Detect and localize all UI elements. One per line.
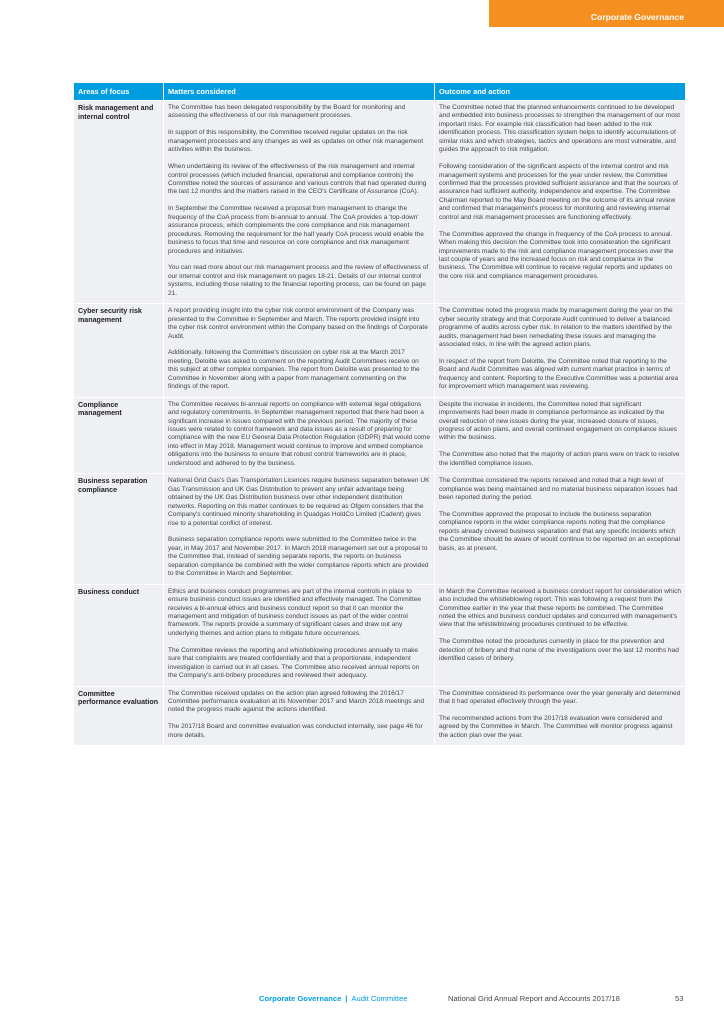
table-row: [74, 474, 685, 583]
outcome-action-cell: [435, 585, 685, 686]
matters-paragraph: A report providing insight into the cyber risk control environment of the Company was presented to the Committee in September and March. The reports provided insight into the cyber risk control environment within the Company based on the findings of Corporate Audit.: [168, 307, 428, 340]
table-header-row: [74, 83, 685, 100]
matters-paragraph: The Committee reviews the reporting and whistleblowing procedures annually to make sure that complaints are treated confidentially and that a proportionate, independent investigation is carried out in all cases. The Committee also received annual reports on the Company's anti-bribery procedures and reviewed their adequacy.: [168, 646, 420, 680]
page-number: 53: [675, 994, 684, 1003]
column-header-outcome: Outcome and action: [435, 83, 685, 100]
column-header-matters: Matters considered: [164, 83, 434, 100]
matters-paragraph: National Grid Gas's Gas Transportation Licences require business separation between UK Gas Transmission and UK Gas Distribution to prevent any unfair advantage being obtained by the UK Gas Distribution business over other independent distribution networks. Reporting on this matter continues to be required as Ofgem considers that the Company's continued minority shareholding in Quadgas HoldCo Limited (Cadent) gives rise to a potential conflict of interest.: [168, 477, 430, 527]
area-of-focus: Compliance management: [74, 398, 163, 474]
matters-paragraph: Ethics and business conduct programmes are part of the internal controls in place to ensure business conduct issues are identified and effectively managed. The Committee receives a bi-annual ethics and business conduct report so that it can monitor the management and mitigation of business conduct issues as part of the wider control framework. The reports provide a summary of significant cases and draw out any underlying themes and action plans to mitigate future occurrences.: [168, 587, 422, 637]
outcome-paragraph: The Committee approved the change in frequency of the CoA process to annual. When making this decision the Committee took into consideration the significant improvements made to the risk and compliance management processes over the last couple of years and the increased focus on risk and compliance in the business. The Committee will continue to receive regular reports and updates on the core risk and compliance management procedures.: [439, 230, 674, 280]
table-body: [74, 101, 685, 745]
matters-considered-cell: [164, 304, 434, 396]
outcome-paragraph: The Committee noted the procedures currently in place for the prevention and detection of bribery and that none of the investigations over the last 12 months had identified cases of bribery.: [439, 638, 679, 663]
matters-paragraph: The Committee received updates on the action plan agreed following the 2016/17 Committee performance evaluation at its November 2017 and March 2018 meetings and noted the progress made against the actions identified.: [168, 689, 425, 714]
outcome-paragraph: The Committee approved the proposal to include the business separation compliance reports in the wider compliance reports noting that the compliance reports already covered business separation and that any specific incidents which the Committee should be aware of would continue to be reported on an exceptional basis, as at present.: [439, 511, 680, 552]
matters-paragraph: You can read more about our risk management process and the review of effectiveness of our internal control and risk management on pages 18-21. Details of our internal control systems, including those relating to the financial reporting process, can be found on page 21.: [168, 264, 429, 297]
table-row: [74, 585, 685, 686]
outcome-action-cell: [435, 687, 685, 746]
matters-considered-cell: [164, 585, 434, 686]
matters-paragraph: In September the Committee received a proposal from management to change the frequency of the CoA process from bi-annual to annual. The CoA provides a 'top-down' assurance process, which complements the core compliance and risk management procedures. Removing the requirement for the half yearly CoA process would enable the business to focus that time and resource on core compliance and risk management procedures and initiatives.: [168, 205, 424, 255]
outcome-paragraph: The recommended actions from the 2017/18 evaluation were considered and agreed by the Committee in March. The Committee will monitor progress against the action plan over the year.: [439, 714, 673, 739]
area-of-focus: Cyber security risk management: [74, 304, 163, 396]
matters-paragraph: Business separation compliance reports were submitted to the Committee twice in the year, in May 2017 and November 2017. In March 2018 management set out a proposal to the Committee that, instead of sending separate reports, the reports on business separation compliance be combined with the wider compliance reports which are provided to the Committee in March and September.: [168, 536, 429, 578]
outcome-action-cell: [435, 304, 685, 396]
outcome-paragraph: Following consideration of the significant aspects of the internal control and risk management systems and processes for the year under review, the Committee confirmed that the processes provided sufficient assurance and that the sources of assurance had sufficient authority, independence and expertise. The Committee Chairman reported to the May Board meeting on the outcome of its annual review and confirmed that management's process for monitoring and reviewing internal control and risk management processes are functioning effectively.: [439, 163, 678, 221]
table-row: [74, 304, 685, 396]
outcome-paragraph: The Committee noted that the planned enhancements continued to be developed and embedded into business processes to strengthen the management of our most important risks. For example risk classification had been added to the risk identification process. This classification system helps to identify accumulations of similar risks and which strategies, tactics and operations are most vulnerable, and guides the approach to risk mitigation.: [439, 104, 680, 154]
table-row: [74, 398, 685, 474]
matters-considered-cell: [164, 474, 434, 583]
page-footer: [259, 994, 684, 1003]
outcome-paragraph: The Committee considered its performance over the year generally and determined that it had operated effectively through the year.: [439, 689, 681, 706]
footer-section: Corporate Governance: [259, 994, 342, 1003]
outcome-paragraph: The Committee also noted that the majority of action plans were on track to resolve the identified compliance issues.: [439, 451, 680, 467]
outcome-paragraph: Despite the increase in incidents, the Committee noted that significant improvements had been made in compliance performance as indicated by the overall reduction of new issues during the year, increased closure of issues, progress of action plans, and overall continued engagement on compliance issues within the business.: [439, 400, 678, 442]
matters-paragraph: The Committee receives bi-annual reports on compliance with external legal obligations and regulatory commitments. In September management reported that there had been a significant increase in issues compared with the previous period. The majority of these issues were related to control framework and data issues as a result of preparing for compliance with the new EU General Data Protection Regulation (GDPR) that would come into effect in May 2018. Management would continue to improve and embed compliance obligations into the business to ensure that robust control frameworks are in place, understood and adhered to by the business.: [168, 400, 431, 467]
area-of-focus: Business separation compliance: [74, 474, 163, 583]
outcome-paragraph: In March the Committee received a business conduct report for consideration which also included the whistleblowing report. This was following a request from the Committee earlier in the year that these reports be combined. The Committee noted the ethics and business conduct updates and concurred with management's view that the whistleblowing procedures continued to be effective.: [439, 587, 681, 629]
outcome-paragraph: In respect of the report from Deloitte, the Committee noted that reporting to the Board and Audit Committee was aligned with current market practice in terms of frequency and content. Reporting to the Executive Committee was a potential area for improvement which management was reviewing.: [439, 357, 679, 391]
outcome-action-cell: [435, 101, 685, 303]
matters-paragraph: In support of this responsibility, the Committee received regular updates on the risk management processes and any changes as well as updates on other risk management activities within the business.: [168, 129, 424, 154]
matters-paragraph: Additionally, following the Committee's discussion on cyber risk at the March 2017 meeting, Deloitte was asked to comment on the reporting Audit Committees receive on this subject at other complex companies. The report from Deloitte was presented to the Committee in November along with a paper from management commenting on the findings of the report.: [168, 349, 420, 391]
area-of-focus: Business conduct: [74, 585, 163, 686]
outcome-paragraph: The Committee considered the reports received and noted that a high level of compliance was being maintained and no material business separation issues had been reported during the period.: [439, 477, 678, 502]
section-tab: [489, 0, 724, 27]
outcome-action-cell: [435, 474, 685, 583]
matters-considered-cell: [164, 101, 434, 303]
areas-of-focus-table: [73, 82, 686, 746]
outcome-action-cell: [435, 398, 685, 474]
matters-paragraph: The 2017/18 Board and committee evaluation was conducted internally, see page 46 for more details.: [168, 723, 423, 739]
column-header-areas: Areas of focus: [74, 83, 163, 100]
table-row: [74, 101, 685, 303]
outcome-paragraph: The Committee noted the progress made by management during the year on the cyber security strategy and that Corporate Audit continued to deliver a balanced programme of audits across cyber risk. In relation to the matters identified by the audits, management had been remediating these issues and managing the associated risks, in line with the agreed action plans.: [439, 307, 673, 348]
matters-considered-cell: [164, 398, 434, 474]
footer-subsection: Audit Committee: [351, 994, 408, 1003]
section-tab-label: Corporate Governance: [590, 12, 684, 22]
matters-considered-cell: [164, 687, 434, 746]
matters-paragraph: The Committee has been delegated responsibility by the Board for monitoring and assessing the effectiveness of our risk management processes.: [168, 104, 406, 120]
footer-separator: |: [345, 994, 348, 1003]
table-row: [74, 687, 685, 746]
area-of-focus: Committee performance evaluation: [74, 687, 163, 746]
matters-paragraph: When undertaking its review of the effectiveness of the risk management and internal control processes (which included financial, operational and compliance controls) the Committee noted the sources of assurance and various controls that had operated during the last 12 months and the matters raised in the CEO's Certificate of Assurance (CoA).: [168, 163, 427, 196]
footer-report-title: National Grid Annual Report and Accounts 2017/18: [448, 994, 620, 1003]
area-of-focus: Risk management and internal control: [74, 101, 163, 303]
